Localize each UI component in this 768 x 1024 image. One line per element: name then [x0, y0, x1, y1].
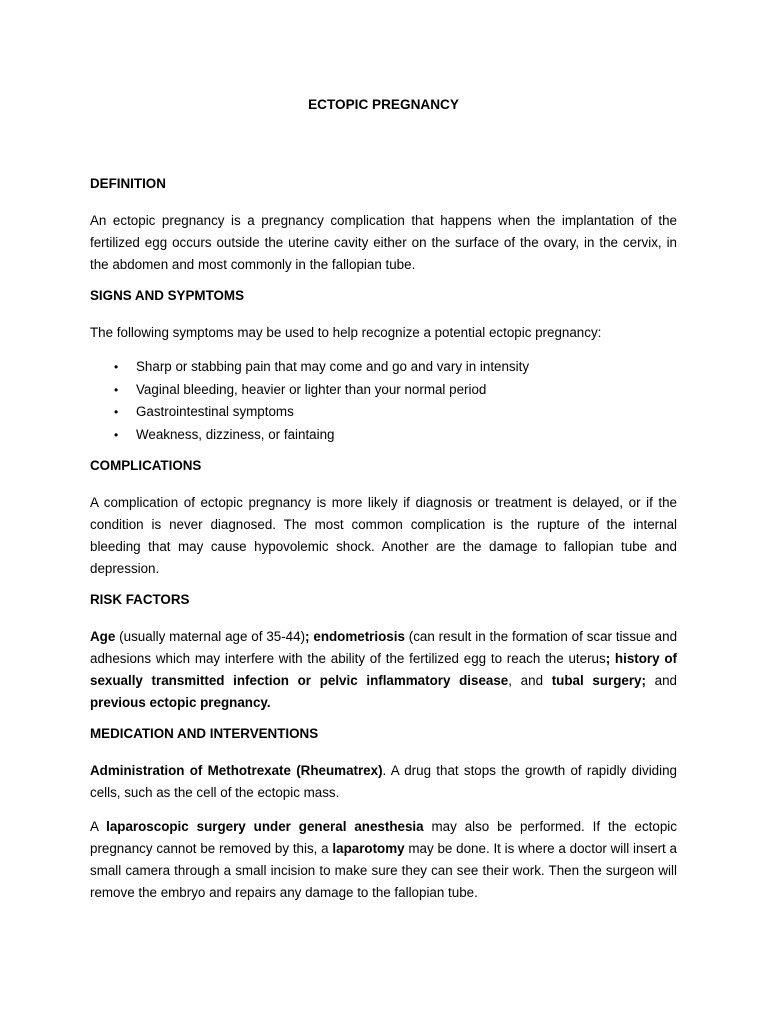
- sti-term: history of sexually transmitted infection or pelvic inflammatory disease: [90, 651, 677, 689]
- age-text: (usually maternal age of 35-44): [115, 629, 306, 645]
- list-item: [90, 379, 677, 402]
- methotrexate-term: Administration of Methotrexate (Rheumatrex): [90, 763, 383, 779]
- bullet-icon: •: [114, 360, 119, 374]
- methotrexate-text: . A drug that stops the growth of rapidly dividing cells, such as the cell of the ectopic mass.: [90, 763, 677, 801]
- age-term: Age: [90, 629, 116, 645]
- surgery-text: may also be performed. If the ectopic pregnancy cannot be removed by this, a: [90, 819, 677, 857]
- previous-ectopic-term: previous ectopic pregnancy.: [90, 695, 271, 711]
- endometriosis-term: endometriosis: [309, 629, 405, 645]
- signs-heading: SIGNS AND SYPMTOMS: [90, 288, 245, 303]
- conjunction-text: and: [645, 673, 677, 689]
- tubal-surgery-term: tubal surgery;: [551, 673, 646, 689]
- surgery-paragraph: [90, 816, 677, 904]
- bullet-icon: •: [114, 427, 119, 442]
- signs-intro: The following symptoms may be used to help recognize a potential ectopic pregnancy:: [90, 325, 602, 340]
- laparoscopic-term: laparoscopic surgery under general anesthesia: [106, 819, 424, 835]
- list-item: [90, 424, 677, 447]
- definition-paragraph: An ectopic pregnancy is a pregnancy complication that happens when the implantation of the fertilized egg occurs outside the uterine cavity either on the surface of the ovary, in the cervix, in the abdomen and most commonly in the fallopian tube.: [90, 213, 677, 272]
- list-item-text: Gastrointestinal symptoms: [136, 404, 294, 420]
- surgery-text: A: [90, 819, 107, 835]
- list-item: [90, 401, 677, 424]
- laparotomy-term: laparotomy: [332, 841, 405, 857]
- definition-heading: DEFINITION: [90, 176, 166, 191]
- symptom-list: [90, 356, 677, 446]
- conjunction-text: , and: [508, 673, 552, 689]
- list-item-text: Sharp or stabbing pain that may come and go and vary in intensity: [136, 359, 530, 374]
- endometriosis-text: (can result in the formation of scar tissue and adhesions which may interfere with the ability of the fertilized egg to reach the uterus: [90, 629, 678, 667]
- bullet-icon: •: [114, 405, 119, 420]
- complications-heading: COMPLICATIONS: [90, 458, 202, 474]
- list-item-text: Vaginal bleeding, heavier or lighter than your normal period: [136, 381, 487, 397]
- list-item: [90, 356, 677, 379]
- separator: ;: [305, 629, 310, 645]
- methotrexate-paragraph: [90, 760, 677, 804]
- risk-factors-paragraph: [90, 626, 677, 714]
- medication-heading: MEDICATION AND INTERVENTIONS: [90, 726, 319, 742]
- risk-factors-heading: RISK FACTORS: [90, 592, 190, 608]
- document-title: ECTOPIC PREGNANCY: [308, 97, 459, 112]
- complications-paragraph: A complication of ectopic pregnancy is more likely if diagnosis or treatment is delayed, or if the condition is never diagnosed. The most common complication is the rupture of the internal bleeding that may cause hypovolemic shock. Another are the damage to fallopian tube and depression.: [90, 495, 677, 577]
- separator: ;: [605, 651, 611, 667]
- bullet-icon: •: [114, 382, 119, 397]
- surgery-text: may be done. It is where a doctor will insert a small camera through a small incision to make sure they can see their work. Then the surgeon will remove the embryo and repairs any damage to the fallopian tube.: [90, 841, 677, 901]
- list-item-text: Weakness, dizziness, or faintaing: [136, 426, 335, 442]
